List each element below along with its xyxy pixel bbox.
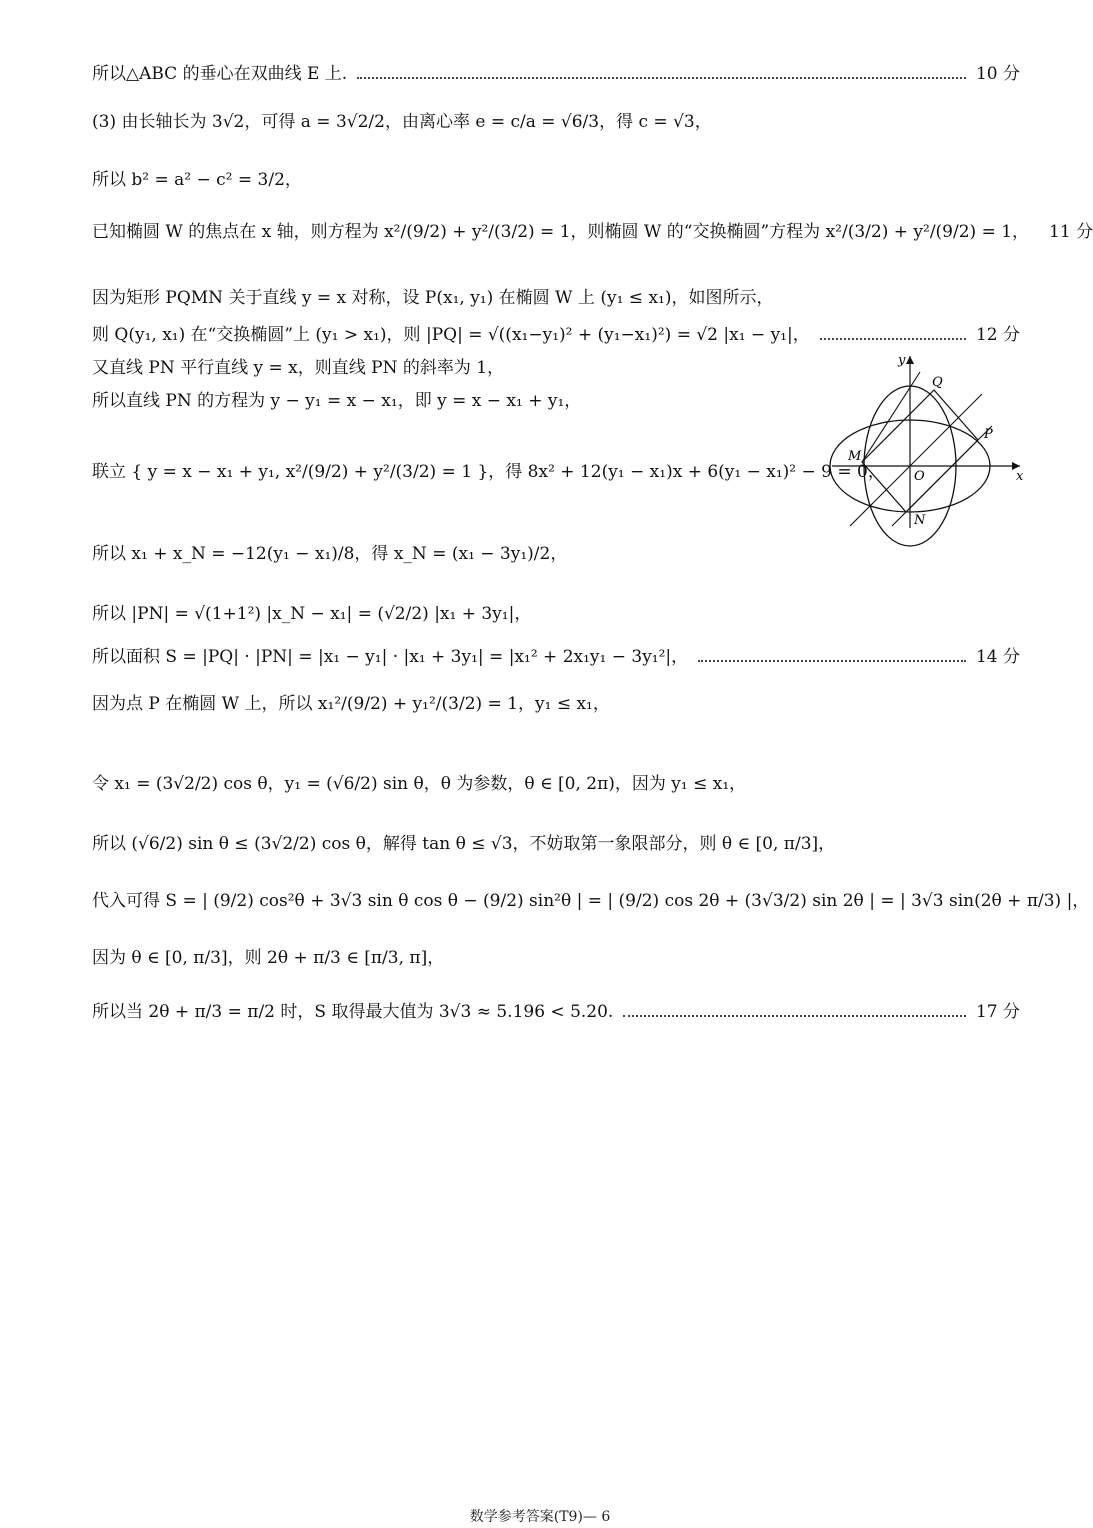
point-p-label: P xyxy=(984,427,993,442)
solution-line-3 xyxy=(92,166,1020,194)
solution-line-17 xyxy=(92,944,1020,972)
leader-dots xyxy=(698,660,966,662)
solution-line-5 xyxy=(92,284,1020,312)
line-text: 因为点 P 在椭圆 W 上，所以 x₁²/(9/2) + y₁²/(3/2) = 1，y₁ ≤ x₁， xyxy=(92,694,610,714)
origin-label: O xyxy=(914,469,925,484)
score-label: 10 分 xyxy=(975,64,1020,84)
line-text: 所以△ABC 的垂心在双曲线 E 上. xyxy=(92,64,348,84)
solution-line-4 xyxy=(92,218,1093,246)
ellipse-figure xyxy=(832,352,1026,528)
solution-line-7 xyxy=(92,354,820,382)
line-text: 代入可得 S = | (9/2) cos²θ + 3√3 sin θ cos θ − (9/2) sin²θ | = | (9/2) cos 2θ + (3√3/2) sin 2θ | = | 3√3 sin(2θ + π/3) |， xyxy=(92,891,1090,911)
score-label: 14 分 xyxy=(975,647,1020,667)
x-axis-label: x xyxy=(1016,469,1024,484)
line-text: 联立 { y = x − x₁ + y₁, x²/(9/2) + y²/(3/2) = 1 }，得 8x² + 12(y₁ − x₁)x + 6(y₁ − x₁)² − 9 = 0， xyxy=(92,462,885,482)
leader-dots xyxy=(820,338,966,340)
line-text: 所以当 2θ + π/3 = π/2 时，S 取得最大值为 3√3 ≈ 5.196 < 5.20. xyxy=(92,1002,614,1022)
solution-line-14 xyxy=(92,770,1020,798)
solution-line-13 xyxy=(92,690,1020,718)
line-text: 所以 (√6/2) sin θ ≤ (3√2/2) cos θ，解得 tan θ ≤ √3，不妨取第一象限部分，则 θ ∈ [0, π/3]， xyxy=(92,834,836,854)
solution-line-1 xyxy=(92,60,1020,88)
line-text: 令 x₁ = (3√2/2) cos θ，y₁ = (√6/2) sin θ，θ 为参数，θ ∈ [0, 2π)，因为 y₁ ≤ x₁， xyxy=(92,774,747,794)
solution-line-8 xyxy=(92,387,820,415)
solution-line-6 xyxy=(92,321,1020,349)
line-text: 所以 x₁ + x_N = −12(y₁ − x₁)/8，得 x_N = (x₁ − 3y₁)/2， xyxy=(92,544,568,564)
line-text: 所以直线 PN 的方程为 y − y₁ = x − x₁，即 y = x − x₁ + y₁， xyxy=(92,391,582,411)
score-label: 17 分 xyxy=(975,1002,1020,1022)
point-m-label: M xyxy=(848,449,862,464)
line-text: 所以 |PN| = √(1+1²) |x_N − x₁| = (√2/2) |x₁ + 3y₁|， xyxy=(92,604,532,624)
point-n-label: N xyxy=(914,513,926,528)
line-text: 已知椭圆 W 的焦点在 x 轴，则方程为 x²/(9/2) + y²/(3/2) = 1，则椭圆 W 的“交换椭圆”方程为 x²/(3/2) + y²/(9/2) = 1， xyxy=(92,222,1030,242)
line-text: 则 Q(y₁, x₁) 在“交换椭圆”上 (y₁ > x₁)，则 |PQ| = √((x₁−y₁)² + (y₁−x₁)²) = √2 |x₁ − y₁|， xyxy=(92,325,810,345)
leader-dots xyxy=(623,1015,966,1017)
leader-dots xyxy=(357,77,966,79)
line-text: 所以 b² = a² − c² = 3/2， xyxy=(92,170,302,190)
solution-line-11 xyxy=(92,600,1020,628)
line-text: 因为矩形 PQMN 关于直线 y = x 对称，设 P(x₁, y₁) 在椭圆 W 上 (y₁ ≤ x₁)，如图所示， xyxy=(92,288,774,308)
solution-line-9 xyxy=(92,458,885,486)
y-axis-label: y xyxy=(898,353,906,368)
line-text: 又直线 PN 平行直线 y = x，则直线 PN 的斜率为 1， xyxy=(92,358,505,378)
solution-line-18 xyxy=(92,998,1020,1026)
solution-line-12 xyxy=(92,643,1020,671)
line-text: 所以面积 S = |PQ| · |PN| = |x₁ − y₁| · |x₁ + 3y₁| = |x₁² + 2x₁y₁ − 3y₁²|， xyxy=(92,647,689,667)
solution-line-10 xyxy=(92,540,1020,568)
line-pn-extended xyxy=(892,426,992,526)
solution-line-2 xyxy=(92,108,1020,136)
solution-line-16 xyxy=(92,887,1090,915)
score-label: 12 分 xyxy=(975,325,1020,345)
score-label: 11 分 xyxy=(1049,222,1093,242)
line-text: 因为 θ ∈ [0, π/3]，则 2θ + π/3 ∈ [π/3, π]， xyxy=(92,948,445,968)
page-footer: 数学参考答案(T9)— 6 xyxy=(469,1509,611,1525)
solution-line-15 xyxy=(92,830,1020,858)
rectangle-pqmn xyxy=(862,390,978,512)
line-qm xyxy=(862,372,920,462)
y-axis-arrow xyxy=(906,356,914,364)
line-y-eq-x xyxy=(850,394,982,526)
point-q-label: Q xyxy=(932,375,943,390)
line-text: (3) 由长轴长为 3√2，可得 a = 3√2/2，由离心率 e = c/a = √6/3，得 c = √3， xyxy=(92,112,712,132)
